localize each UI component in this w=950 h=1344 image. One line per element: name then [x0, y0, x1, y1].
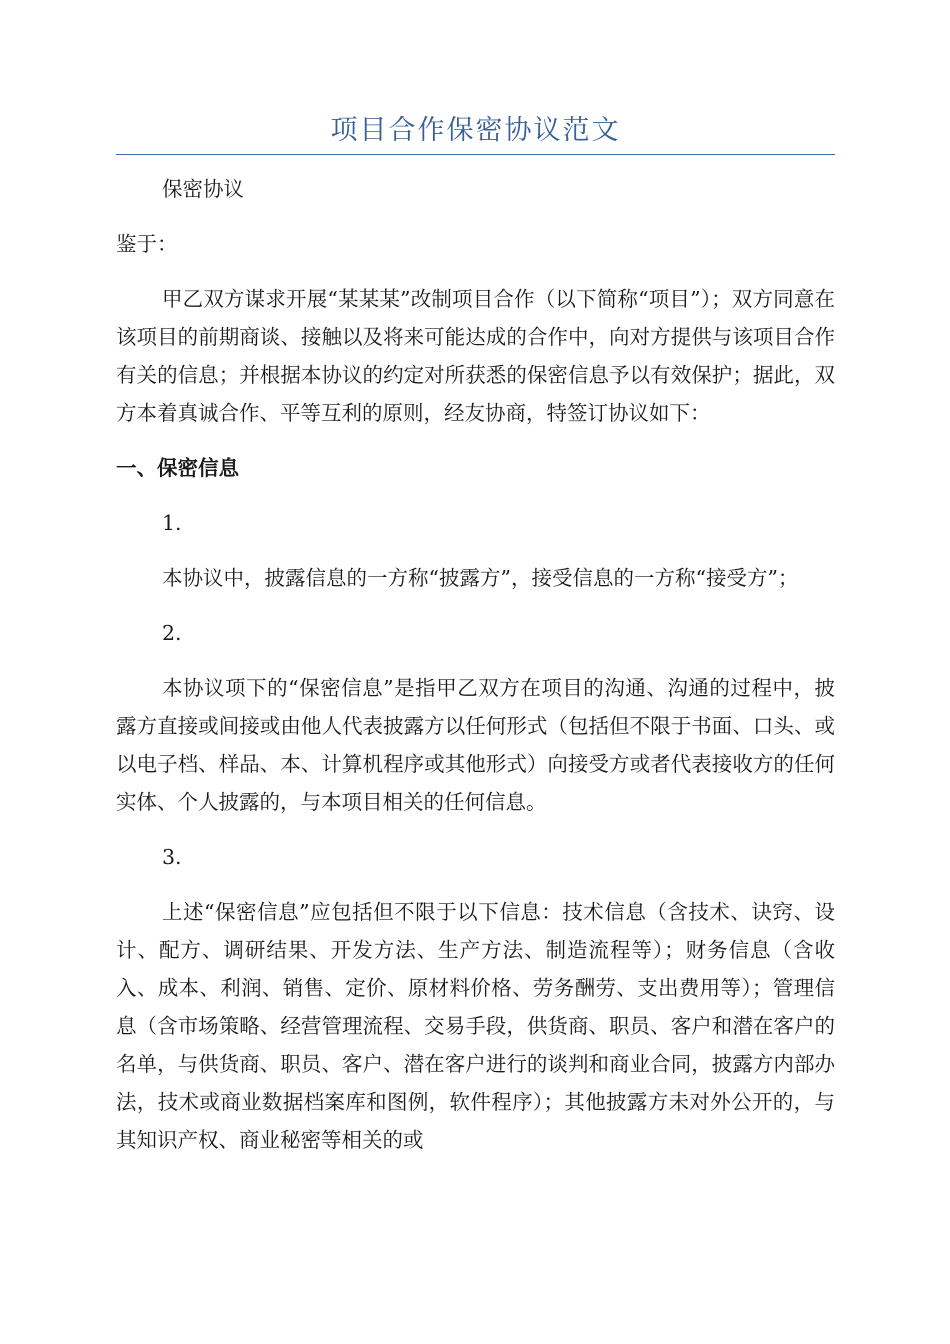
clause-number: 1. — [162, 511, 182, 535]
clause-text: 上述“保密信息”应包括但不限于以下信息：技术信息（含技术、诀窍、设计、配方、调研结果、开发方法、生产方法、制造流程等）；财务信息（含收入、成本、利润、销售、定价、原材料价格、劳务酬劳、支出费用等）；管理信息（含市场策略、经营管理流程、交易手段，供货商、职员、客户和潜在客户的名单，与供货商、职员、客户、潜在客户进行的谈判和商业合同，披露方内部办法，技术或商业数据档案库和图例，软件程序）；其他披露方未对外公开的，与其知识产权、商业秘密等相关的或 — [116, 900, 835, 1152]
section-heading: 一、保密信息 — [116, 456, 239, 480]
document-title: 项目合作保密协议范文 — [330, 115, 621, 146]
paragraph-subtitle: 保密协议 — [162, 177, 244, 201]
document-body — [116, 170, 835, 1176]
paragraph-preamble: 甲乙双方谋求开展“某某某”改制项目合作（以下简称“项目”）；双方同意在该项目的前期商谈、接触以及将来可能达成的合作中，向对方提供与该项目合作有关的信息；并根据本协议的约定对所获悉的保密信息予以有效保护；据此，双方本着真诚合作、平等互利的原则，经友协商，特签订协议如下： — [116, 287, 835, 425]
paragraph-whereas: 鉴于： — [116, 232, 178, 256]
clause-text: 本协议中，披露信息的一方称“披露方”，接受信息的一方称“接受方”； — [162, 566, 799, 590]
clause-number: 3. — [162, 845, 182, 869]
title-block — [116, 112, 835, 155]
clause-number: 2. — [162, 621, 182, 645]
clause-text: 本协议项下的“保密信息”是指甲乙双方在项目的沟通、沟通的过程中，披露方直接或间接或由他人代表披露方以任何形式（包括但不限于书面、口头、或以电子档、样品、本、计算机程序或其他形式）向接受方或者代表接收方的任何实体、个人披露的，与本项目相关的任何信息。 — [116, 676, 835, 814]
